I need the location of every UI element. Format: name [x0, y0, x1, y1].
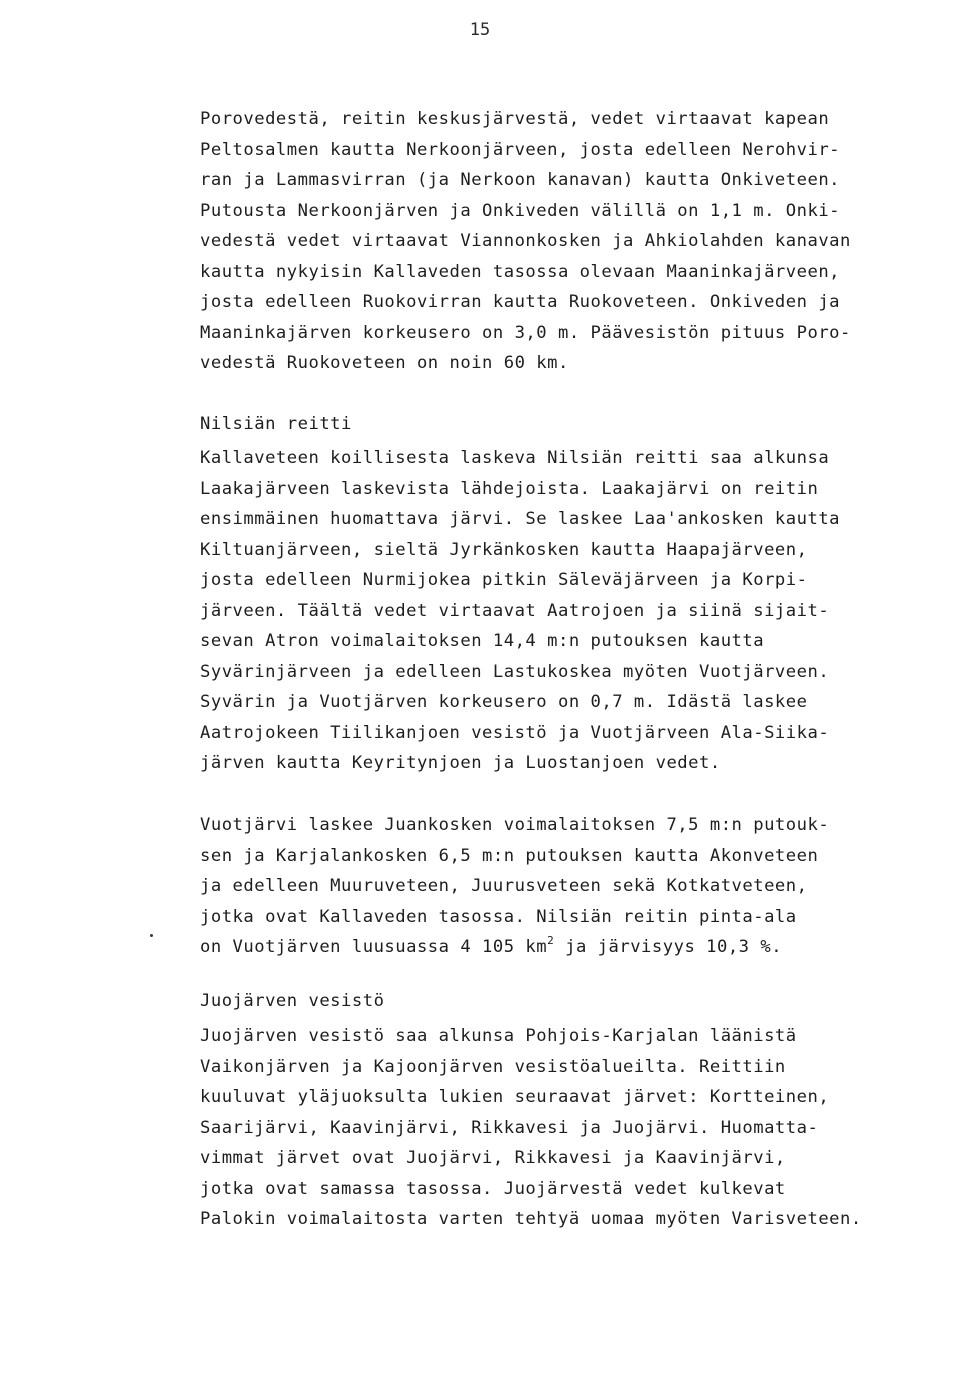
text-segment: ja järvisyys 10,3 %.: [554, 937, 783, 957]
section-heading: Juojärven vesistö: [200, 991, 385, 1011]
text-line: Syvärinjärveen ja edelleen Lastukoskea myöten Vuotjärveen.: [200, 661, 830, 682]
superscript: 2: [547, 934, 555, 947]
text-line: ran ja Lammasvirran (ja Nerkoon kanavan) kautta Onkiveteen.: [200, 170, 841, 190]
paragraph-vuotjarvi: [200, 810, 940, 963]
paragraph-porovesi: [200, 104, 940, 379]
text-line-with-superscript: [200, 932, 940, 963]
text-line: Kallaveteen koillisesta laskeva Nilsiän reitti saa alkunsa: [200, 448, 830, 468]
text-line: järveen. Täältä vedet virtaavat Aatrojoen ja siinä sijait-: [200, 600, 830, 621]
text-line: Kiltuanjärveen, sieltä Jyrkänkosken kautta Haapajärveen,: [200, 539, 808, 560]
section-heading-juojarvi: [200, 986, 940, 1017]
text-line: Palokin voimalaitosta varten tehtyä uomaa myöten Varisveteen.: [200, 1209, 862, 1229]
text-line: Syvärin ja Vuotjärven korkeusero on 0,7 m. Idästä laskee: [200, 692, 808, 712]
text-line: Laakajärveen laskevista lähdejoista. Laakajärvi on reitin: [200, 478, 819, 499]
text-line: josta edelleen Ruokovirran kautta Ruokoveteen. Onkiveden ja: [200, 292, 841, 312]
text-line: vimmat järvet ovat Juojärvi, Rikkavesi ja Kaavinjärvi,: [200, 1148, 786, 1168]
text-line: jotka ovat Kallaveden tasossa. Nilsiän reitin pinta-ala: [200, 906, 797, 927]
text-line: Vuotjärvi laskee Juankosken voimalaitoksen 7,5 m:n putouk-: [200, 815, 830, 835]
text-line: ja edelleen Muuruveteen, Juurusveteen sekä Kotkatveteen,: [200, 876, 808, 896]
text-line: josta edelleen Nurmijokea pitkin Säleväjärveen ja Korpi-: [200, 570, 808, 590]
margin-mark: [150, 934, 153, 937]
section-heading-nilsia: [200, 409, 940, 440]
text-line: järven kautta Keyritynjoen ja Luostanjoen vedet.: [200, 753, 721, 773]
text-line: Putousta Nerkoonjärven ja Onkiveden välillä on 1,1 m. Onki-: [200, 200, 841, 221]
text-line: sevan Atron voimalaitoksen 14,4 m:n putouksen kautta: [200, 631, 765, 651]
text-segment: on Vuotjärven luusuassa 4 105 km: [200, 937, 548, 957]
text-line: jotka ovat samassa tasossa. Juojärvestä vedet kulkevat: [200, 1178, 786, 1199]
text-line: vedestä vedet virtaavat Viannonkosken ja Ahkiolahden kanavan: [200, 231, 851, 251]
paragraph-juojarvi: [200, 1021, 940, 1235]
text-line: Vaikonjärven ja Kajoonjärven vesistöalueilta. Reittiin: [200, 1056, 786, 1077]
section-heading: Nilsiän reitti: [200, 414, 352, 434]
text-line: Maaninkajärven korkeusero on 3,0 m. Päävesistön pituus Poro-: [200, 322, 851, 343]
text-line: ensimmäinen huomattava järvi. Se laskee Laa'ankosken kautta: [200, 509, 841, 529]
text-line: sen ja Karjalankosken 6,5 m:n putouksen kautta Akonveteen: [200, 845, 819, 866]
text-line: kautta nykyisin Kallaveden tasossa olevaan Maaninkajärveen,: [200, 261, 841, 282]
text-line: Peltosalmen kautta Nerkoonjärveen, josta edelleen Nerohvir-: [200, 139, 841, 160]
text-line: Saarijärvi, Kaavinjärvi, Rikkavesi ja Juojärvi. Huomatta-: [200, 1117, 819, 1138]
text-line: Porovedestä, reitin keskusjärvestä, vedet virtaavat kapean: [200, 109, 830, 129]
text-line: kuuluvat yläjuoksulta lukien seuraavat järvet: Kortteinen,: [200, 1087, 830, 1107]
text-line: vedestä Ruokoveteen on noin 60 km.: [200, 353, 569, 373]
paragraph-nilsia: [200, 443, 940, 779]
text-line: Juojärven vesistö saa alkunsa Pohjois-Karjalan läänistä: [200, 1026, 797, 1046]
text-line: Aatrojokeen Tiilikanjoen vesistö ja Vuotjärveen Ala-Siika-: [200, 722, 830, 743]
page-number: 15: [469, 20, 491, 40]
